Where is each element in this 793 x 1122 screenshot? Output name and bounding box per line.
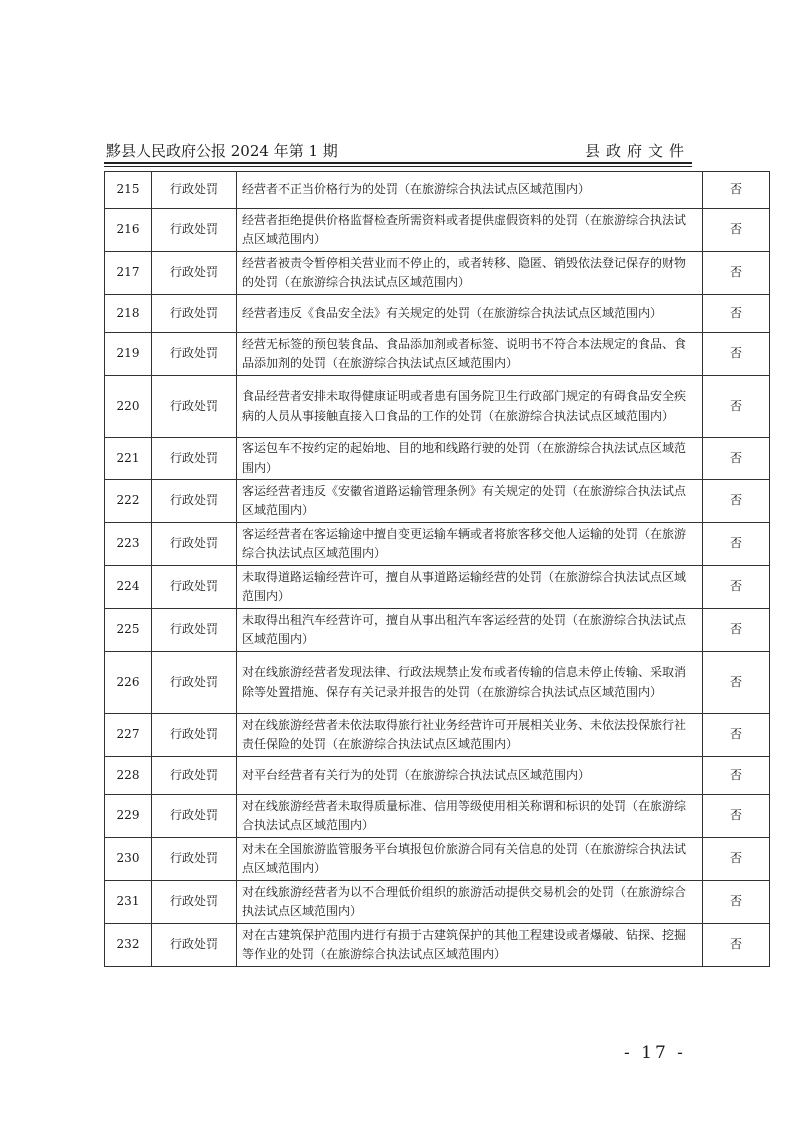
row-number: 227	[105, 714, 152, 757]
row-number: 231	[105, 881, 152, 924]
row-number: 223	[105, 523, 152, 566]
table-row	[105, 714, 770, 757]
row-number: 215	[105, 172, 152, 209]
row-flag: 否	[703, 652, 770, 714]
row-flag: 否	[703, 881, 770, 924]
row-type: 行政处罚	[152, 924, 237, 967]
row-flag: 否	[703, 924, 770, 967]
row-description: 经营者被责令暂停相关营业而不停止的，或者转移、隐匿、销毁依法登记保存的财物的处罚（在旅游综合执法试点区域范围内）	[237, 252, 703, 295]
row-number: 230	[105, 838, 152, 881]
row-type: 行政处罚	[152, 652, 237, 714]
row-description: 对平台经营者有关行为的处罚（在旅游综合执法试点区域范围内）	[237, 757, 703, 795]
row-type: 行政处罚	[152, 795, 237, 838]
row-type: 行政处罚	[152, 881, 237, 924]
row-flag: 否	[703, 566, 770, 609]
row-number: 222	[105, 480, 152, 523]
row-description: 对在线旅游经营者未取得质量标准、信用等级使用相关称谓和标识的处罚（在旅游综合执法试点区域范围内）	[237, 795, 703, 838]
row-type: 行政处罚	[152, 252, 237, 295]
row-flag: 否	[703, 209, 770, 252]
row-type: 行政处罚	[152, 209, 237, 252]
row-flag: 否	[703, 438, 770, 480]
row-number: 226	[105, 652, 152, 714]
row-type: 行政处罚	[152, 523, 237, 566]
row-description: 经营者拒绝提供价格监督检查所需资料或者提供虚假资料的处罚（在旅游综合执法试点区域范围内）	[237, 209, 703, 252]
row-type: 行政处罚	[152, 376, 237, 438]
row-flag: 否	[703, 838, 770, 881]
row-number: 221	[105, 438, 152, 480]
row-number: 228	[105, 757, 152, 795]
row-description: 客运经营者违反《安徽省道路运输管理条例》有关规定的处罚（在旅游综合执法试点区域范围内）	[237, 480, 703, 523]
row-flag: 否	[703, 480, 770, 523]
table-row	[105, 376, 770, 438]
row-flag: 否	[703, 172, 770, 209]
row-description: 对在线旅游经营者未依法取得旅行社业务经营许可开展相关业务、未依法投保旅行社责任保险的处罚（在旅游综合执法试点区域范围内）	[237, 714, 703, 757]
header-rule-thick	[104, 162, 692, 164]
row-description: 对未在全国旅游监管服务平台填报包价旅游合同有关信息的处罚（在旅游综合执法试点区域范围内）	[237, 838, 703, 881]
row-type: 行政处罚	[152, 566, 237, 609]
row-flag: 否	[703, 757, 770, 795]
row-type: 行政处罚	[152, 172, 237, 209]
table-row	[105, 523, 770, 566]
row-description: 客运经营者在客运输途中擅自变更运输车辆或者将旅客移交他人运输的处罚（在旅游综合执法试点区域范围内）	[237, 523, 703, 566]
row-type: 行政处罚	[152, 295, 237, 333]
table-row	[105, 333, 770, 376]
row-flag: 否	[703, 333, 770, 376]
row-flag: 否	[703, 252, 770, 295]
row-type: 行政处罚	[152, 838, 237, 881]
items-table	[104, 171, 770, 967]
table-row	[105, 881, 770, 924]
row-description: 经营无标签的预包装食品、食品添加剂或者标签、说明书不符合本法规定的食品、食品添加剂的处罚（在旅游综合执法试点区域范围内）	[237, 333, 703, 376]
row-number: 220	[105, 376, 152, 438]
items-table-body	[105, 172, 770, 967]
table-row	[105, 652, 770, 714]
row-type: 行政处罚	[152, 438, 237, 480]
row-number: 219	[105, 333, 152, 376]
row-type: 行政处罚	[152, 714, 237, 757]
row-flag: 否	[703, 376, 770, 438]
row-description: 对在古建筑保护范围内进行有损于古建筑保护的其他工程建设或者爆破、钻探、挖掘等作业的处罚（在旅游综合执法试点区域范围内）	[237, 924, 703, 967]
table-row	[105, 609, 770, 652]
table-row	[105, 295, 770, 333]
row-description: 对在线旅游经营者发现法律、行政法规禁止发布或者传输的信息未停止传输、采取消除等处置措施、保存有关记录并报告的处罚（在旅游综合执法试点区域范围内）	[237, 652, 703, 714]
row-type: 行政处罚	[152, 609, 237, 652]
row-number: 218	[105, 295, 152, 333]
row-number: 216	[105, 209, 152, 252]
row-description: 未取得道路运输经营许可，擅自从事道路运输经营的处罚（在旅游综合执法试点区域范围内）	[237, 566, 703, 609]
row-description: 经营者违反《食品安全法》有关规定的处罚（在旅游综合执法试点区域范围内）	[237, 295, 703, 333]
row-number: 225	[105, 609, 152, 652]
bulletin-title: 黟县人民政府公报 2024 年第 1 期	[106, 142, 338, 160]
section-label: 县政府文件	[584, 142, 690, 160]
row-flag: 否	[703, 295, 770, 333]
row-description: 对在线旅游经营者为以不合理低价组织的旅游活动提供交易机会的处罚（在旅游综合执法试点区域范围内）	[237, 881, 703, 924]
table-row	[105, 757, 770, 795]
row-type: 行政处罚	[152, 480, 237, 523]
page-number: - 17 -	[624, 1043, 686, 1063]
row-type: 行政处罚	[152, 757, 237, 795]
row-flag: 否	[703, 523, 770, 566]
table-row	[105, 566, 770, 609]
page-header	[106, 138, 690, 162]
row-number: 217	[105, 252, 152, 295]
row-flag: 否	[703, 714, 770, 757]
table-row	[105, 172, 770, 209]
row-number: 224	[105, 566, 152, 609]
header-rule-thin	[104, 166, 692, 167]
row-number: 229	[105, 795, 152, 838]
row-description: 经营者不正当价格行为的处罚（在旅游综合执法试点区域范围内）	[237, 172, 703, 209]
row-description: 客运包车不按约定的起始地、目的地和线路行驶的处罚（在旅游综合执法试点区域范围内）	[237, 438, 703, 480]
row-description: 食品经营者安排未取得健康证明或者患有国务院卫生行政部门规定的有碍食品安全疾病的人员从事接触直接入口食品的工作的处罚（在旅游综合执法试点区域范围内）	[237, 376, 703, 438]
table-row	[105, 480, 770, 523]
row-number: 232	[105, 924, 152, 967]
table-row	[105, 924, 770, 967]
row-flag: 否	[703, 795, 770, 838]
row-type: 行政处罚	[152, 333, 237, 376]
table-row	[105, 252, 770, 295]
row-description: 未取得出租汽车经营许可，擅自从事出租汽车客运经营的处罚（在旅游综合执法试点区域范围内）	[237, 609, 703, 652]
table-row	[105, 838, 770, 881]
table-row	[105, 438, 770, 480]
table-row	[105, 795, 770, 838]
table-row	[105, 209, 770, 252]
row-flag: 否	[703, 609, 770, 652]
